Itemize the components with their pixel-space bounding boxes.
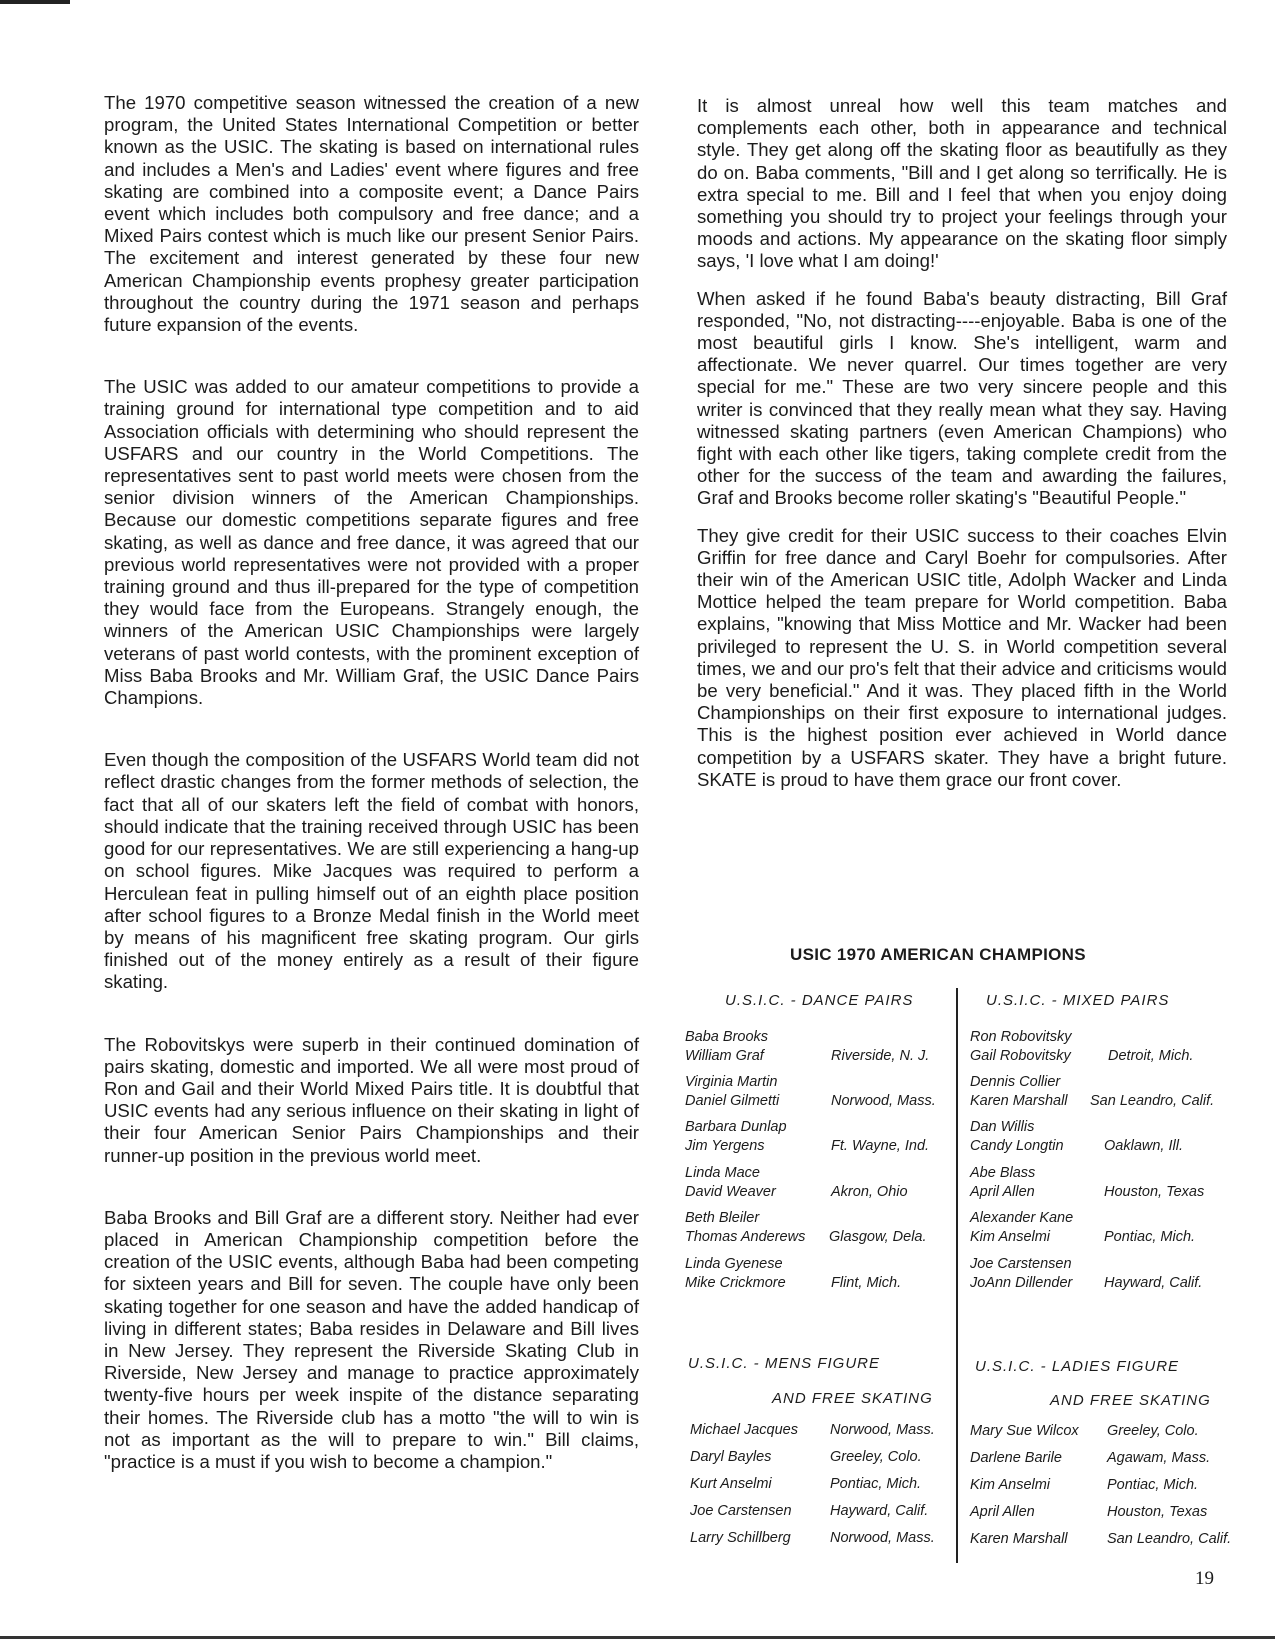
column-divider — [956, 988, 958, 1563]
mixed-pair-entry — [970, 1118, 1260, 1156]
location: Pontiac, Mich. — [1107, 1477, 1199, 1493]
ladies-figure-row — [970, 1504, 1208, 1520]
skater-name: Darlene Barile — [970, 1450, 1062, 1466]
skater-name: Thomas Anderews — [685, 1229, 806, 1245]
skater-name: Kim Anselmi — [970, 1229, 1051, 1245]
location: Glasgow, Dela. — [829, 1229, 927, 1245]
skater-name: Jim Yergens — [685, 1138, 765, 1154]
article-left-column — [104, 92, 639, 1513]
skater-name: Linda Gyenese — [685, 1256, 783, 1272]
skater-name: Karen Marshall — [970, 1093, 1068, 1109]
page-number: 19 — [1195, 1568, 1214, 1589]
location: Agawam, Mass. — [1107, 1450, 1211, 1466]
location: Houston, Texas — [1104, 1184, 1205, 1200]
location: Greeley, Colo. — [830, 1449, 922, 1465]
dance-pair-entry — [685, 1164, 953, 1202]
ladies-figure-heading-line2: AND FREE SKATING — [1050, 1392, 1211, 1409]
location: Oaklawn, Ill. — [1104, 1138, 1183, 1154]
dance-pair-entry — [685, 1073, 953, 1111]
location: Riverside, N. J. — [831, 1048, 930, 1064]
location: Norwood, Mass. — [831, 1093, 936, 1109]
skater-name: April Allen — [970, 1504, 1035, 1520]
article-paragraph: The Robovitskys were superb in their continued domination of pairs skating, domestic and imported. We all were most proud of Ron and Gail and their World Mixed Pairs title. It is doubtful that USIC events had any serious influence on their skating in light of their four American Senior Pairs Championships and their runner-up position in the previous world meet. — [104, 1033, 639, 1166]
location: Flint, Mich. — [831, 1275, 902, 1291]
article-right-column — [697, 95, 1227, 806]
mixed-pair-entry — [970, 1255, 1260, 1293]
dance-pair-entry — [685, 1028, 953, 1066]
ladies-figure-heading: U.S.I.C. - LADIES FIGURE — [975, 1358, 1180, 1375]
skater-name: Dennis Collier — [970, 1074, 1061, 1090]
article-paragraph: They give credit for their USIC success to their coaches Elvin Griffin for free dance and Caryl Boehr for compulsories. After their win of the American USIC title, Adolph Wacker and Linda Mottice helped the team prepare for World competition. Baba explains, "knowing that Miss Mottice and Mr. Wacker had been privileged to represent the U. S. in World competition several times, we and our pro's felt that their advice and criticisms would be very beneficial." And it was. They placed fifth in the World Championships on their first exposure to international judges. This is the highest position ever achieved in World dance competition by a USFARS skater. They have a bright future. SKATE is proud to have them grace our front cover. — [697, 524, 1227, 790]
champions-table-title: USIC 1970 AMERICAN CHAMPIONS — [790, 945, 1086, 964]
skater-name: Daryl Bayles — [690, 1449, 772, 1465]
location: Greeley, Colo. — [1107, 1423, 1199, 1439]
article-paragraph: Even though the composition of the USFARS World team did not reflect drastic changes from the former methods of selection, the fact that all of our skaters left the field of combat with honors, should indicate that the training received through USIC has been good for our representatives. We are still experiencing a hang-up on school figures. Mike Jacques was required to perform a Herculean feat in pulling himself out of an eighth place position after school figures to a Bronze Medal finish in the World meet by means of his magnificent free skating program. Our girls finished out of the money entirely as a result of their figure skating. — [104, 749, 639, 993]
skater-name: Abe Blass — [970, 1165, 1036, 1181]
mens-figure-heading: U.S.I.C. - MENS FIGURE — [688, 1355, 881, 1372]
location: San Leandro, Calif. — [1107, 1531, 1232, 1547]
ladies-figure-row — [970, 1450, 1211, 1466]
skater-name: Joe Carstensen — [690, 1503, 792, 1519]
skater-name: Kurt Anselmi — [690, 1476, 772, 1492]
location: Norwood, Mass. — [830, 1530, 935, 1546]
skater-name: JoAnn Dillender — [970, 1275, 1073, 1291]
article-paragraph: The USIC was added to our amateur competitions to provide a training ground for international type competition and to aid Association officials with determining who should represent the USFARS and our country in the World Competitions. The representatives sent to past world meets were chosen from the senior division winners of the American Championships. Because our domestic competitions separate figures and free skating, as well as dance and free dance, it was agreed that our previous world representatives were not provided with a proper training ground and thus ill-prepared for the type of competition they would face from the Europeans. Strangely enough, the winners of the American USIC Championships were largely veterans of past world contests, with the prominent exception of Miss Baba Brooks and Mr. William Graf, the USIC Dance Pairs Champions. — [104, 376, 639, 709]
skater-name: April Allen — [970, 1184, 1035, 1200]
skater-name: Joe Carstensen — [970, 1256, 1072, 1272]
mixed-pairs-heading: U.S.I.C. - MIXED PAIRS — [986, 992, 1170, 1009]
skater-name: Mike Crickmore — [685, 1275, 786, 1291]
dance-pairs-heading: U.S.I.C. - DANCE PAIRS — [725, 992, 914, 1009]
skater-name: Baba Brooks — [685, 1029, 769, 1045]
location: Hayward, Calif. — [1104, 1275, 1203, 1291]
skater-name: Alexander Kane — [970, 1210, 1074, 1226]
mens-figure-row — [690, 1476, 922, 1492]
skater-name: Larry Schillberg — [690, 1530, 791, 1546]
ladies-figure-row — [970, 1423, 1199, 1439]
skater-name: David Weaver — [685, 1184, 776, 1200]
skater-name: Beth Bleiler — [685, 1210, 760, 1226]
dance-pair-entry — [685, 1209, 953, 1247]
skater-name: Mary Sue Wilcox — [970, 1423, 1079, 1439]
mens-figure-row — [690, 1530, 935, 1546]
mixed-pair-entry — [970, 1164, 1260, 1202]
mixed-pair-entry — [970, 1209, 1260, 1247]
article-paragraph: When asked if he found Baba's beauty distracting, Bill Graf responded, "No, not distracting----enjoyable. Baba is one of the most beautiful girls I know. She's intelligent, warm and affectionate. We never quarrel. Our times together are very special for me." These are two very sincere people and this writer is convinced that they really mean what they say. Having witnessed skating partners (even American Champions) who fight with each other like tigers, taking complete credit from the other for the success of the team and awarding the failures, Graf and Brooks become roller skating's "Beautiful People." — [697, 287, 1227, 509]
article-paragraph: The 1970 competitive season witnessed the creation of a new program, the United States International Competition or better known as the USIC. The skating is based on international rules and includes a Men's and Ladies' event where figures and free skating are combined into a composite event; a Dance Pairs event which includes both compulsory and free dance; and a Mixed Pairs contest which is much like our present Senior Pairs. The excitement and interest generated by these four new American Championship events prophesy greater participation throughout the country during the 1971 season and perhaps future expansion of the events. — [104, 92, 639, 336]
top-rule — [0, 0, 70, 4]
skater-name: Dan Willis — [970, 1119, 1035, 1135]
location: Detroit, Mich. — [1108, 1048, 1194, 1064]
location: Akron, Ohio — [831, 1184, 908, 1200]
mens-figure-row — [690, 1449, 922, 1465]
skater-name: Ron Robovitsky — [970, 1029, 1072, 1045]
mixed-pair-entry — [970, 1073, 1260, 1111]
skater-name: Virginia Martin — [685, 1074, 778, 1090]
mens-figure-row — [690, 1422, 935, 1438]
mixed-pair-entry — [970, 1028, 1260, 1066]
skater-name: Linda Mace — [685, 1165, 760, 1181]
ladies-figure-row — [970, 1531, 1232, 1547]
skater-name: Barbara Dunlap — [685, 1119, 787, 1135]
bottom-rule — [0, 1636, 1275, 1639]
dance-pair-entry — [685, 1255, 953, 1293]
location: Ft. Wayne, Ind. — [831, 1138, 930, 1154]
location: Norwood, Mass. — [830, 1422, 935, 1438]
article-paragraph: It is almost unreal how well this team matches and complements each other, both in appearance and technical style. They get along off the skating floor as beautifully as they do on. Baba comments, "Bill and I get along so terrifically. He is extra special to me. Bill and I feel that when you enjoy doing something you should try to project your feelings through your moods and actions. My appearance on the skating floor simply says, 'I love what I am doing!' — [697, 95, 1227, 272]
location: Houston, Texas — [1107, 1504, 1208, 1520]
skater-name: Candy Longtin — [970, 1138, 1064, 1154]
skater-name: Daniel Gilmetti — [685, 1093, 780, 1109]
skater-name: William Graf — [685, 1048, 764, 1064]
article-paragraph: Baba Brooks and Bill Graf are a different story. Neither had ever placed in American Championship competition before the creation of the USIC events, although Baba had been competing for sixteen years and Bill for seven. The couple have only been skating together for one season and have the added handicap of living in different states; Baba resides in Delaware and Bill lives in New Jersey. They represent the Riverside Skating Club in Riverside, New Jersey and manage to practice approximately twenty-five hours per week inspite of the distance separating their homes. The Riverside club has a motto "the will to win is not as important as the will to prepare to win." Bill claims, "practice is a must if you wish to become a champion." — [104, 1206, 639, 1472]
mens-figure-heading-line2: AND FREE SKATING — [772, 1390, 933, 1407]
location: Pontiac, Mich. — [830, 1476, 922, 1492]
dance-pair-entry — [685, 1118, 953, 1156]
skater-name: Gail Robovitsky — [970, 1048, 1071, 1064]
skater-name: Michael Jacques — [690, 1422, 798, 1438]
location: Pontiac, Mich. — [1104, 1229, 1196, 1245]
location: Hayward, Calif. — [830, 1503, 929, 1519]
location: San Leandro, Calif. — [1090, 1093, 1215, 1109]
ladies-figure-row — [970, 1477, 1199, 1493]
mens-figure-row — [690, 1503, 929, 1519]
skater-name: Kim Anselmi — [970, 1477, 1051, 1493]
skater-name: Karen Marshall — [970, 1531, 1068, 1547]
